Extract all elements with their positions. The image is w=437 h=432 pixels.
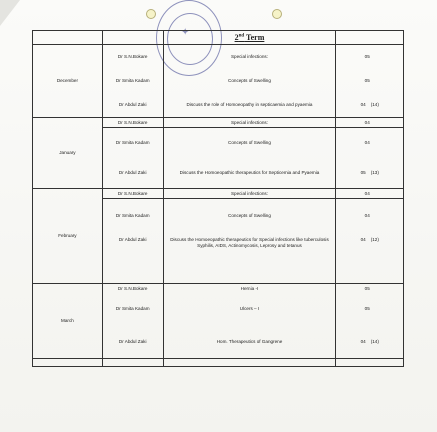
month-row-march (33, 284, 404, 359)
hours-value: 05 (364, 54, 370, 60)
term-title (163, 31, 336, 45)
hours-value: 04 (360, 338, 366, 344)
topic-text: Hernia -I (240, 285, 259, 291)
hours-entry (336, 293, 403, 326)
hours-value: 04 (364, 119, 370, 125)
topic-text: Special infections: (230, 119, 268, 125)
teacher-name: Dr S.N.Bokare (117, 285, 148, 291)
hours-entry (336, 118, 403, 127)
hours-entry (336, 93, 403, 117)
teacher-name: Dr Abdul Zaki (118, 237, 147, 242)
topic-text: Concepts of Swelling (164, 127, 336, 158)
topic-text: Ulcers – I (239, 306, 260, 312)
teacher-name: Dr Smita Kadam (103, 198, 163, 233)
hours-value: 05 (364, 78, 370, 84)
hours-entry (336, 69, 403, 93)
punch-hole-right (272, 9, 282, 19)
teacher-name: Dr Abdul Zaki (118, 338, 147, 344)
topic-text: Concepts of Swelling (228, 78, 271, 84)
hours-value: 05 (364, 306, 370, 312)
month-row-january (33, 118, 404, 189)
topic-text: Discuss the Homoeopathic therapeutics for Special infections like tuberculosis Syphilis, AIDS, Actinomycosis, Leprosy and tetanus (170, 237, 329, 248)
header-blank-month (33, 31, 103, 45)
hours-entry (336, 198, 403, 233)
teacher-name: Dr Abdul Zaki (118, 170, 147, 176)
hours-entry (336, 189, 403, 198)
hours-cell (336, 189, 404, 284)
term-header-row (33, 31, 404, 45)
teacher-name: Dr S.N.Bokare (117, 190, 148, 196)
teacher-name: Dr Smita Kadam (115, 78, 150, 84)
hours-total: (13) (370, 170, 379, 176)
month-row-february (33, 189, 404, 284)
header-blank-hours (336, 31, 404, 45)
topic-text: Hom. Therapeutics of Gangrene (216, 338, 283, 344)
hours-entry (336, 127, 403, 158)
hours-total: (12) (370, 237, 379, 242)
hours-cell (336, 284, 404, 359)
blank-footer-row (33, 359, 404, 367)
topic-text: Special infections: (230, 190, 268, 196)
hours-value: 04 (364, 140, 370, 146)
term-suffix: nd (238, 32, 245, 38)
teacher-name: Dr S.N.Bokare (117, 54, 148, 60)
term-schedule-table (32, 30, 404, 367)
hours-value: 04 (360, 237, 366, 242)
hours-total: (14) (370, 338, 379, 344)
hours-value: 04 (360, 102, 366, 108)
topic-cell (163, 118, 336, 189)
topic-text: Discuss the Homoeopathic therapeutics for Septicemia and Pyaemia (179, 170, 320, 176)
hours-total: (14) (370, 102, 379, 108)
hours-entry (336, 158, 403, 188)
page-fold-corner (0, 0, 20, 26)
topic-cell (163, 189, 336, 284)
hours-cell (336, 45, 404, 118)
teacher-name: Dr Smita Kadam (103, 127, 163, 158)
blank-cell (33, 359, 103, 367)
hours-value: 04 (364, 213, 370, 219)
month-cell: December (33, 45, 103, 118)
hours-entry (336, 326, 403, 359)
hours-entry (336, 45, 403, 69)
term-ordinal: 2 (234, 32, 239, 42)
teacher-cell (102, 118, 163, 189)
teacher-cell (102, 45, 163, 118)
topic-cell (163, 45, 336, 118)
teacher-name: Dr Abdul Zaki (118, 102, 147, 108)
teacher-name: Dr Smita Kadam (115, 306, 150, 312)
teacher-cell (102, 284, 163, 359)
hours-cell (336, 118, 404, 189)
hours-entry (336, 233, 403, 283)
term-label: Term (246, 32, 265, 42)
college-seal-emblem-icon: ✦ (181, 27, 190, 38)
teacher-cell (102, 189, 163, 284)
topic-cell (163, 284, 336, 359)
blank-cell (336, 359, 404, 367)
header-blank-teacher (102, 31, 163, 45)
month-cell: March (33, 284, 103, 359)
punch-hole-left (146, 9, 156, 19)
month-cell: January (33, 118, 103, 189)
topic-text: Discuss the role of Homoeopathy in septicaemia and pyaemia (186, 102, 313, 108)
topic-text: Special infections: (230, 54, 268, 60)
hours-value: 05 (360, 170, 366, 176)
month-cell: February (33, 189, 103, 284)
blank-cell (102, 359, 163, 367)
hours-value: 05 (364, 285, 370, 291)
blank-cell (163, 359, 336, 367)
month-row-december (33, 45, 404, 118)
teacher-name: Dr S.N.Bokare (117, 119, 148, 125)
topic-text: Concepts of Swelling (164, 198, 336, 233)
hours-value: 04 (364, 190, 370, 196)
hours-entry (336, 284, 403, 293)
